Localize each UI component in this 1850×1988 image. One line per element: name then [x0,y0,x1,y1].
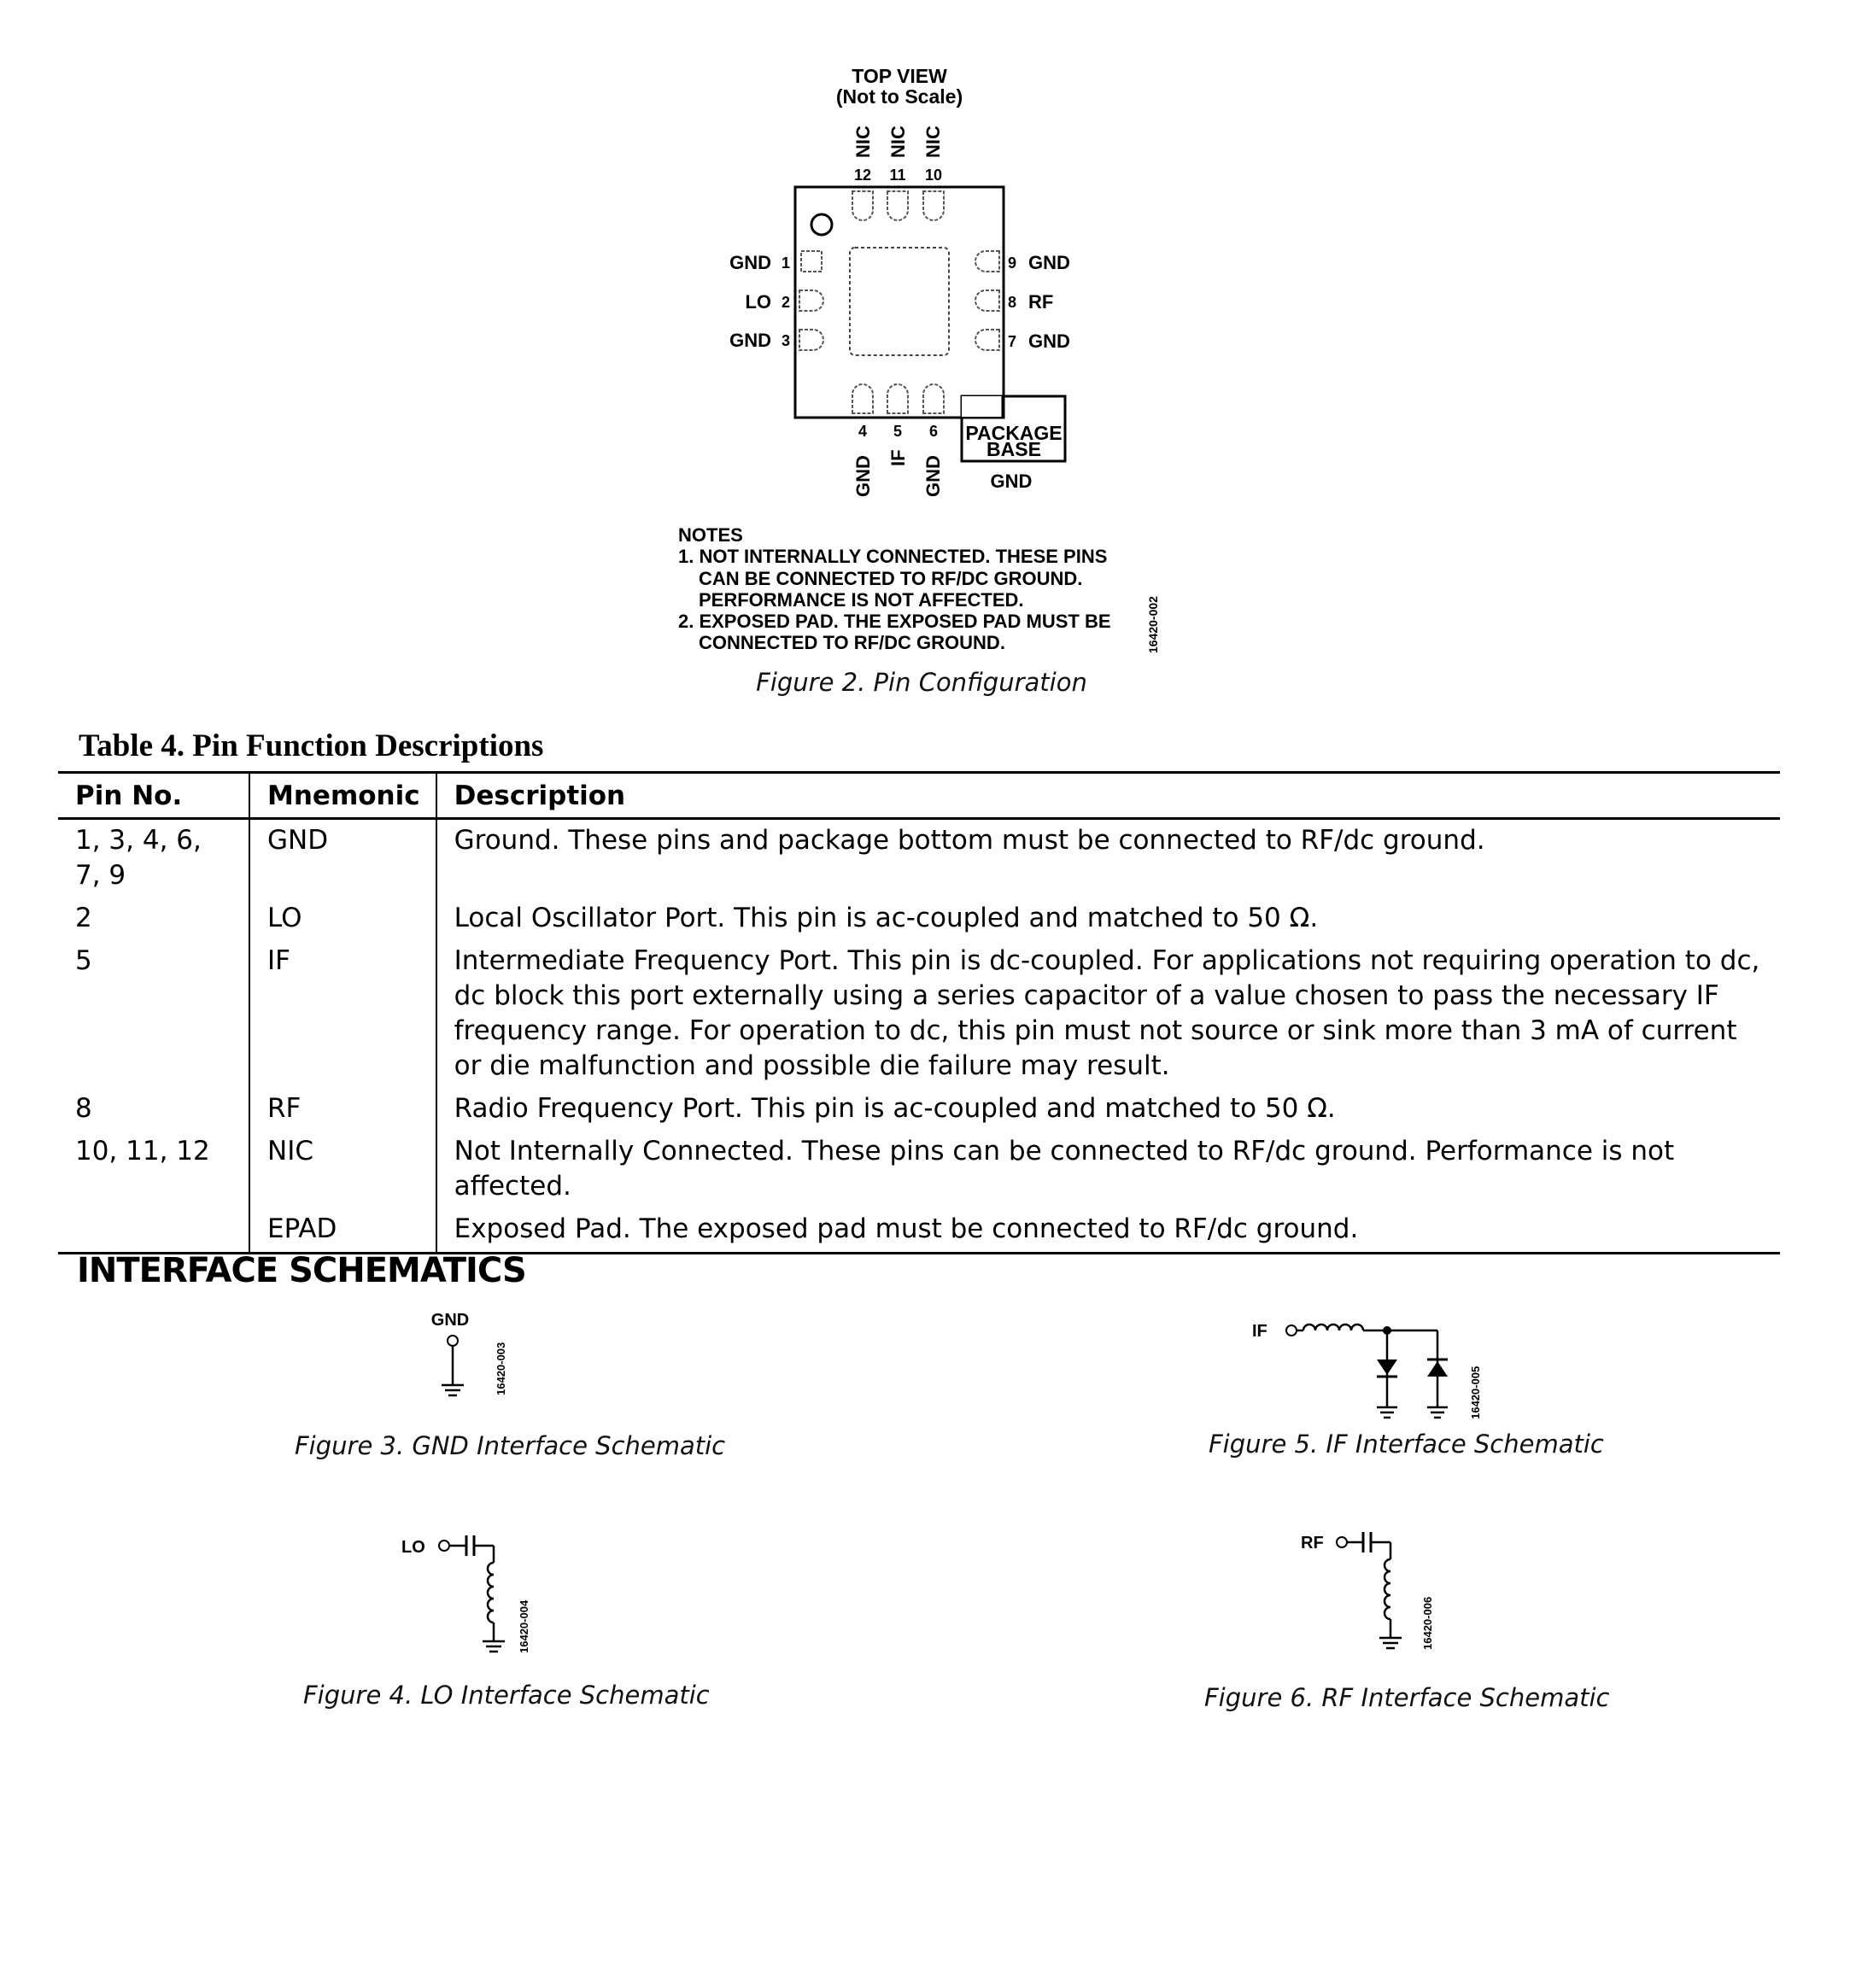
package-base-gnd-label: GND [990,471,1033,492]
header-cell: Pin No. [58,773,249,819]
diode-icon [1377,1359,1397,1375]
notes-title: NOTES [678,524,743,546]
left-pin-name: LO [745,291,771,313]
mnemonic-cell: RF [249,1088,436,1131]
pad [975,330,999,350]
table-row [58,898,1780,940]
top-pin-number: 12 [853,167,872,184]
mnemonic-cell: NIC [249,1131,436,1208]
note-line: CAN BE CONNECTED TO RF/DC GROUND. [699,568,1083,589]
pin-number-cell: 5 [75,945,92,976]
figure-4-caption: Figure 4. LO Interface Schematic [303,1681,710,1710]
figure-2-caption: Figure 2. Pin Configuration [756,668,1087,697]
pad [923,384,944,413]
left-pin-name: GND [729,330,771,351]
description-cell: Not Internally Connected. These pins can be connected to RF/dc ground. Performance is not affected. [436,1131,1780,1208]
schematics-diagrams [0,1298,1850,1734]
note-line: 2. EXPOSED PAD. THE EXPOSED PAD MUST BE [678,611,1111,632]
table-row [58,1208,1780,1254]
mnemonic-cell: GND [249,819,436,898]
right-pin-number: 9 [1008,254,1017,272]
top-pin-number: 10 [924,167,943,184]
table-row [58,940,1780,1088]
table-header-row [58,773,1780,819]
pin1-indicator [811,214,832,235]
if-terminal-label: IF [1252,1322,1267,1341]
if-inductor [1303,1324,1363,1330]
figure-code: 16420-004 [518,1599,530,1653]
bottom-pin-name: GND [922,455,944,497]
pin-number-cell: 10, 11, 12 [75,1136,210,1166]
pad [887,191,908,220]
description-cell: Radio Frequency Port. This pin is ac-coupled and matched to 50 Ω. [436,1088,1780,1131]
top-view-label: TOP VIEW [852,65,947,87]
table-row [58,819,1780,898]
note-line: 1. NOT INTERNALLY CONNECTED. THESE PINS [678,546,1108,567]
figure-code: 16420-002 [1146,596,1160,653]
header-cell: Mnemonic [249,773,436,819]
description-cell: Intermediate Frequency Port. This pin is dc-coupled. For applications not requiring operation to dc, dc block this port externally using a series capacitor of a value chosen to pass the necessary IF frequency range. For operation to dc, this pin must not source or sink more than 3 mA of current or die malfunction and possible die failure may result. [436,940,1780,1088]
top-pin-number: 11 [889,167,906,184]
pin-number-cell: 1, 3, 4, 6, 7, 9 [75,825,202,891]
header-cell: Description [436,773,1780,819]
pad [799,330,823,350]
if-schematic [1252,1322,1482,1419]
lo-terminal-label: LO [401,1538,425,1557]
pin-function-table [58,771,1780,1254]
table-title: Table 4. Pin Function Descriptions [79,728,544,763]
lo-schematic [401,1535,530,1653]
left-pin-number: 2 [781,294,790,311]
pad [887,384,908,413]
table-row [58,1131,1780,1208]
rf-schematic [1301,1532,1434,1650]
right-pin-number: 7 [1008,333,1017,350]
figure-code: 16420-005 [1469,1365,1482,1419]
description-cell: Exposed Pad. The exposed pad must be connected to RF/dc ground. [436,1208,1780,1254]
pad [975,251,999,272]
top-pin-name: NIC [922,126,944,158]
pad [799,290,823,311]
description-cell: Local Oscillator Port. This pin is ac-coupled and matched to 50 Ω. [436,898,1780,940]
right-pin-name: GND [1028,330,1070,352]
bottom-pin-number: 4 [858,423,868,440]
gnd-schematic [431,1311,507,1395]
section-heading: INTERFACE SCHEMATICS [77,1251,526,1290]
top-pin-name: NIC [887,126,909,158]
pin-number-cell: 8 [75,1093,92,1124]
pad [923,191,944,220]
exposed-pad [850,248,949,355]
top-pin-name: NIC [852,126,874,158]
diode-icon [1427,1361,1448,1377]
pad [852,191,873,220]
right-pin-name: RF [1028,291,1054,313]
mnemonic-cell: LO [249,898,436,940]
description-cell: Ground. These pins and package bottom must be connected to RF/dc ground. [436,819,1780,898]
bottom-pin-name: IF [887,449,909,466]
pad [852,384,873,413]
note-line: CONNECTED TO RF/DC GROUND. [699,632,1005,653]
rf-terminal-label: RF [1301,1534,1324,1552]
note-line: PERFORMANCE IS NOT AFFECTED. [699,589,1024,611]
table-row [58,1088,1780,1131]
rf-inductor [1385,1559,1390,1619]
package-body [795,187,1004,418]
figure-code: 16420-006 [1421,1596,1434,1650]
lo-inductor [488,1563,494,1623]
figure-6-caption: Figure 6. RF Interface Schematic [1204,1683,1610,1712]
right-pin-number: 8 [1008,294,1017,311]
bottom-pin-name: GND [852,455,874,497]
bottom-pin-number: 5 [893,423,903,440]
left-pin-number: 3 [781,332,790,349]
package-base-label: PACKAGE [965,422,1063,444]
pin-configuration-diagram [0,0,1850,666]
figure-code: 16420-003 [495,1342,507,1395]
mnemonic-cell: EPAD [249,1208,436,1254]
pin-number-cell: 2 [75,903,92,933]
pad [801,251,822,272]
pin-number-cell [58,1208,249,1254]
right-pin-name: GND [1028,252,1070,273]
left-pin-name: GND [729,252,771,273]
left-pin-number: 1 [781,254,790,272]
not-to-scale-label: (Not to Scale) [835,85,963,108]
figure-3-caption: Figure 3. GND Interface Schematic [295,1431,726,1460]
figure-5-caption: Figure 5. IF Interface Schematic [1209,1430,1604,1459]
mnemonic-cell: IF [249,940,436,1088]
package-base-label: BASE [986,438,1041,460]
gnd-terminal-label: GND [430,1311,470,1330]
pad [975,290,999,311]
bottom-pin-number: 6 [928,423,939,440]
